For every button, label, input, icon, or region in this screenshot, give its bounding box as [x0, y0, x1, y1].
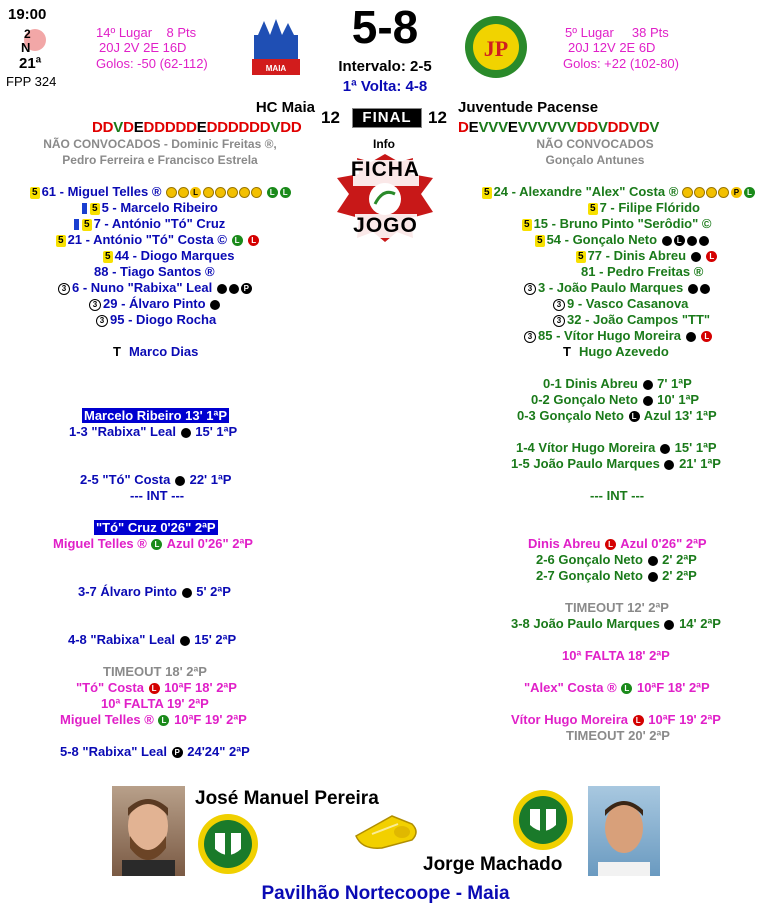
home-not-called-title: NÃO CONVOCADOS - Dominic Freitas ®, — [43, 137, 277, 151]
home-event: Miguel Telles ® L 10ªF 19' 2ªP — [60, 712, 247, 727]
home-form-result: D — [154, 119, 165, 136]
home-coach-row[interactable]: T Marco Dias — [113, 344, 199, 359]
away-form-result: V — [527, 119, 538, 136]
home-interval: --- INT --- — [130, 488, 185, 503]
home-crest-icon[interactable] — [248, 15, 304, 81]
away-crest-icon[interactable] — [463, 14, 529, 80]
away-form-result: V — [649, 119, 660, 136]
away-player-row[interactable]: 3 85 - Vítor Hugo Moreira L — [524, 328, 713, 344]
home-player-row[interactable]: 3 6 - Nuno "Rabixa" Leal P — [58, 280, 253, 296]
home-event: Miguel Telles ® L Azul 0'26" 2ªP — [53, 536, 253, 551]
info-link[interactable]: Info — [373, 137, 395, 151]
home-event: 1-3 "Rabixa" Leal 15' 1ªP — [69, 424, 238, 439]
home-player-row[interactable]: 5 7 - António "Tó" Cruz — [74, 216, 225, 232]
home-player-row[interactable]: 3 29 - Álvaro Pinto — [89, 296, 221, 312]
referee2-name: Jorge Machado — [423, 854, 563, 875]
home-event: Marcelo Ribeiro 13' 1ªP — [84, 408, 228, 423]
referee2-photo — [588, 786, 660, 876]
away-player-row[interactable]: 3 9 - Vasco Casanova — [553, 296, 688, 312]
home-form-result: E — [133, 119, 144, 136]
home-goals: Golos: -50 (62-112) — [96, 56, 208, 71]
away-event: 3-8 João Paulo Marques 14' 2ªP — [511, 616, 721, 631]
away-form-result: D — [618, 119, 629, 136]
home-form-result: V — [270, 119, 281, 136]
svg-text:N: N — [21, 40, 31, 55]
away-form-result: D — [638, 119, 650, 136]
home-event: 10ª FALTA 19' 2ªP — [101, 696, 209, 711]
away-coach-row[interactable]: T Hugo Azevedo — [563, 344, 669, 359]
home-event: 3-7 Álvaro Pinto 5' 2ªP — [78, 584, 231, 599]
away-form-result: D — [458, 119, 469, 136]
away-event: 0-3 Gonçalo Neto L Azul 13' 1ªP — [517, 408, 717, 423]
home-event: "Tó" Cruz 0'26" 2ªP — [96, 520, 216, 535]
away-event: Vítor Hugo Moreira L 10ªF 19' 2ªP — [511, 712, 721, 727]
away-form-result: V — [517, 119, 528, 136]
home-standing: 14º Lugar 8 Pts — [96, 25, 197, 40]
yellow-number-icon: 5 — [32, 186, 38, 198]
round-number: 21ª — [19, 55, 42, 72]
home-event: 2-5 "Tó" Costa 22' 1ªP — [80, 472, 232, 487]
home-fouls: 12 — [321, 108, 340, 127]
away-timeout: TIMEOUT 12' 2ªP — [565, 600, 669, 615]
home-form-result: D — [290, 119, 302, 136]
away-form-result: V — [478, 119, 489, 136]
away-not-called-names: Gonçalo Antunes — [545, 153, 645, 167]
fpp-code: FPP 324 — [6, 74, 57, 89]
away-player-row[interactable]: 81 - Pedro Freitas ® — [581, 264, 704, 279]
away-form-result: V — [537, 119, 548, 136]
svg-text:2: 2 — [24, 27, 31, 41]
home-form-result: D — [175, 119, 187, 136]
ficha-top-text: FICHA — [350, 158, 421, 181]
ficha-jogo-icon[interactable] — [333, 152, 438, 244]
away-form-result: D — [576, 119, 588, 136]
ficha-bottom-text: JOGO — [353, 214, 418, 237]
home-event: 5-8 "Rabixa" Leal P 24'24" 2ªP — [60, 744, 250, 759]
whistle-icon — [352, 806, 422, 852]
home-form-result: D — [259, 119, 271, 136]
away-form-result: E — [468, 119, 479, 136]
referee1-name: José Manuel Pereira — [195, 788, 379, 809]
away-timeout: TIMEOUT 20' 2ªP — [566, 728, 670, 743]
away-form-result: D — [587, 119, 598, 136]
away-player-row[interactable]: 3 32 - João Campos "TT" — [553, 312, 710, 328]
home-form-result: D — [102, 119, 114, 136]
home-form-string — [92, 119, 302, 136]
match-time: 19:00 — [8, 6, 47, 23]
away-form-result: V — [498, 119, 508, 136]
away-form-result: D — [607, 119, 619, 136]
away-player-row[interactable]: 5 24 - Alexandre "Alex" Costa ® P L — [482, 184, 756, 200]
away-player-row[interactable]: 5 15 - Bruno Pinto "Serôdio" © — [524, 216, 712, 231]
home-form-result: D — [123, 119, 134, 136]
away-not-called-title: NÃO CONVOCADOS — [536, 137, 654, 151]
home-event: "Tó" Costa L 10ªF 18' 2ªP — [76, 680, 237, 695]
away-form-result: V — [566, 119, 577, 136]
away-event: 0-2 Gonçalo Neto 10' 1ªP — [531, 392, 700, 407]
away-form-result: V — [556, 119, 567, 136]
svg-text:JP: JP — [483, 36, 509, 61]
away-event: 1-5 João Paulo Marques 21' 1ªP — [511, 456, 721, 471]
away-event: Dinis Abreu L Azul 0'26" 2ªP — [528, 536, 707, 551]
away-record: 20J 12V 2E 6D — [568, 40, 656, 55]
venue-name: Pavilhão Nortecoope - Maia — [261, 883, 510, 904]
away-standing: 5º Lugar 38 Pts — [565, 25, 669, 40]
home-player-row[interactable]: 5 21 - António "Tó" Costa © L L — [56, 232, 260, 248]
round-badge-icon — [16, 25, 46, 55]
away-event: 0-1 Dinis Abreu 7' 1ªP — [543, 376, 692, 391]
home-form-result: D — [238, 119, 250, 136]
away-fouls: 12 — [428, 108, 447, 127]
final-status-badge: FINAL — [352, 108, 422, 128]
away-player-row[interactable]: 5 7 - Filipe Flórido — [590, 200, 700, 215]
home-record: 20J 2V 2E 16D — [99, 40, 187, 55]
svg-text:MAIA: MAIA — [265, 64, 287, 73]
referee-badge-icon — [197, 813, 259, 875]
home-form-result: E — [196, 119, 207, 136]
home-form-result: D — [227, 119, 239, 136]
away-form-string — [458, 119, 659, 136]
away-event: 2-6 Gonçalo Neto 2' 2ªP — [536, 552, 697, 567]
away-interval: --- INT --- — [590, 488, 645, 503]
home-player-row[interactable]: 5 5 - Marcelo Ribeiro — [82, 200, 218, 216]
home-form-result: D — [280, 119, 291, 136]
home-form-result: D — [164, 119, 176, 136]
away-form-result: E — [507, 119, 518, 136]
home-player-row[interactable]: 88 - Tiago Santos ® — [94, 264, 215, 279]
away-player-row[interactable]: 5 77 - Dinis Abreu L — [576, 248, 718, 264]
referee-badge-icon — [512, 789, 574, 851]
home-event: 4-8 "Rabixa" Leal 15' 2ªP — [68, 632, 237, 647]
home-player-row[interactable]: 3 95 - Diogo Rocha — [96, 312, 216, 328]
home-not-called-names: Pedro Ferreira e Francisco Estrela — [62, 153, 258, 167]
first-leg-score: 1ª Volta: 4-8 — [342, 78, 428, 95]
home-team-name[interactable]: HC Maia — [255, 99, 315, 116]
away-player-row[interactable]: 3 3 - João Paulo Marques — [524, 280, 711, 296]
home-form-result: D — [217, 119, 228, 136]
away-event: "Alex" Costa ® L 10ªF 18' 2ªP — [524, 680, 710, 695]
away-goals: Golos: +22 (102-80) — [563, 56, 679, 71]
home-player-row[interactable]: 5 44 - Diogo Marques — [105, 248, 235, 263]
away-team-name[interactable]: Juventude Pacense — [458, 99, 599, 116]
home-form-result: D — [249, 119, 260, 136]
referee1-photo — [112, 786, 185, 876]
home-form-result: D — [206, 119, 218, 136]
final-score: 5-8 — [351, 1, 419, 53]
home-form-result: D — [92, 119, 103, 136]
away-player-row[interactable]: 5 54 - Gonçalo Neto L — [535, 232, 710, 248]
away-form-result: V — [488, 119, 499, 136]
blue-card-icon — [82, 203, 87, 214]
away-event: 1-4 Vítor Hugo Moreira 15' 1ªP — [516, 440, 717, 455]
home-form-result: D — [143, 119, 155, 136]
away-form-result: V — [547, 119, 557, 136]
home-form-result: V — [113, 119, 124, 136]
home-timeout: TIMEOUT 18' 2ªP — [103, 664, 207, 679]
home-player-row[interactable]: 5 61 - Miguel Telles ® L L L — [30, 184, 292, 200]
halftime-score: Intervalo: 2-5 — [338, 58, 432, 75]
away-form-result: V — [597, 119, 608, 136]
away-form-result: V — [628, 119, 639, 136]
blue-card-icon — [74, 219, 79, 230]
away-event: 2-7 Gonçalo Neto 2' 2ªP — [536, 568, 697, 583]
home-form-result: D — [186, 119, 197, 136]
away-event: 10ª FALTA 18' 2ªP — [562, 648, 670, 663]
